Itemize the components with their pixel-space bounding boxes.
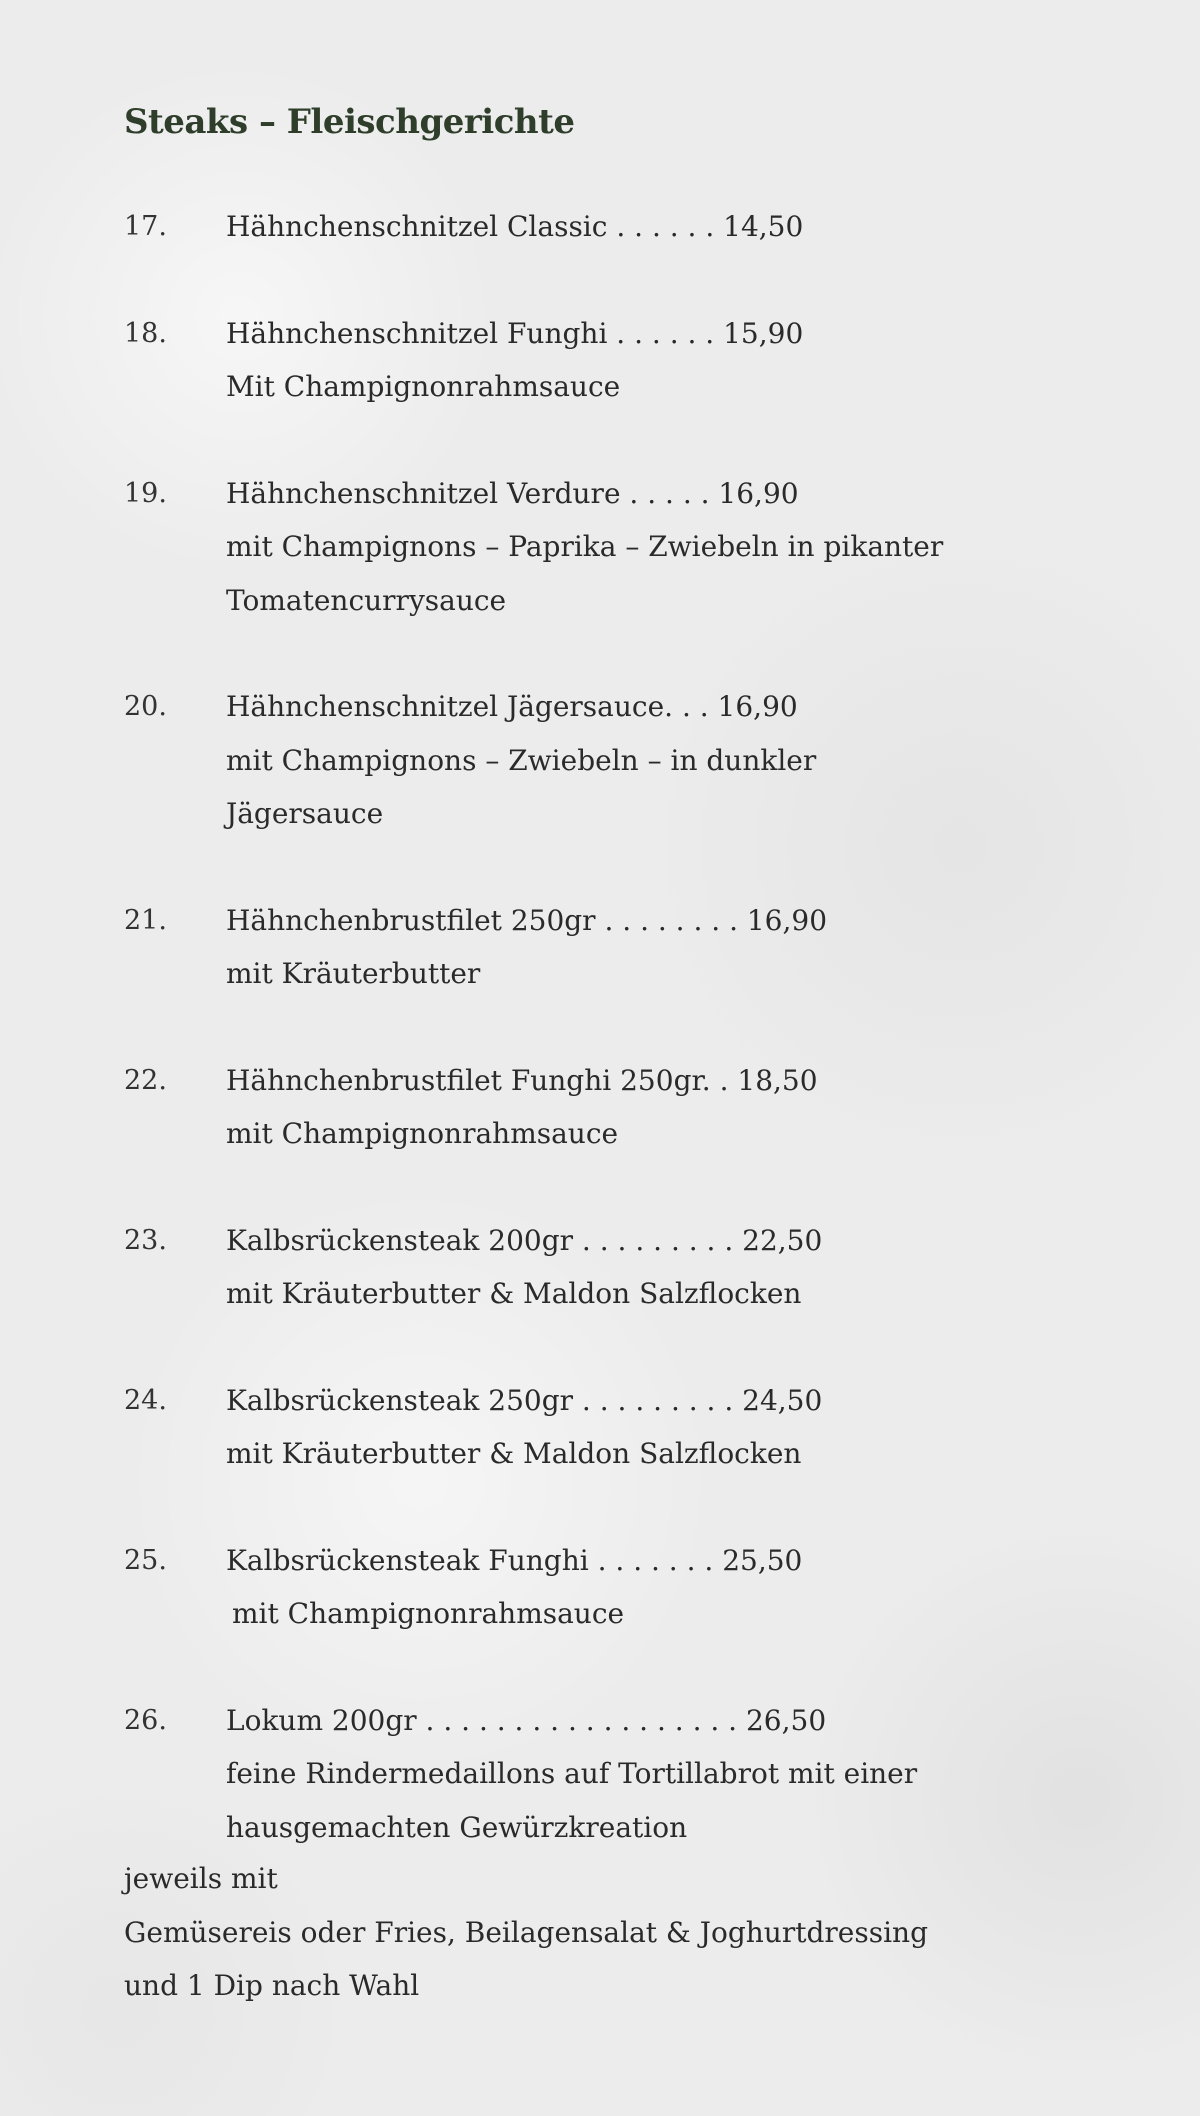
footer-line-2: Gemüsereis oder Fries, Beilagensalat & Joghurtdressing bbox=[124, 1915, 928, 1949]
item-name-price: Kalbsrückensteak 200gr . . . . . . . . . 22,50 bbox=[226, 1223, 823, 1257]
item-body bbox=[226, 1694, 1124, 1855]
item-number: 21. bbox=[124, 904, 167, 936]
item-number: 26. bbox=[124, 1704, 167, 1736]
menu-item-17 bbox=[124, 200, 1124, 254]
footer-line-1: jeweils mit bbox=[124, 1862, 278, 1895]
menu-item-25 bbox=[124, 1534, 1124, 1641]
item-description: feine Rindermedaillons auf Tortillabrot mit einer hausgemachten Gewürzkreation bbox=[226, 1757, 918, 1844]
item-name-price: Hähnchenschnitzel Classic . . . . . . 14,50 bbox=[226, 210, 804, 243]
section-title: Steaks – Fleischgerichte bbox=[124, 102, 575, 142]
menu-item-18 bbox=[124, 307, 1124, 414]
item-description: mit Champignons – Paprika – Zwiebeln in pikanter Tomatencurrysauce bbox=[226, 530, 944, 617]
menu-item-19 bbox=[124, 467, 1124, 628]
menu-item-20 bbox=[124, 680, 1124, 841]
footer-note bbox=[124, 1852, 1124, 2013]
menu-list bbox=[124, 200, 1124, 1854]
item-description: mit Champignons – Zwiebeln – in dunkler Jägersauce bbox=[226, 743, 817, 830]
item-name-price: Hähnchenschnitzel Funghi . . . . . . 15,90 bbox=[226, 316, 804, 350]
item-description: Mit Champignonrahmsauce bbox=[226, 370, 621, 403]
item-body bbox=[226, 680, 1124, 841]
item-body bbox=[226, 1374, 1124, 1481]
item-number: 18. bbox=[124, 317, 167, 349]
item-number: 24. bbox=[124, 1384, 167, 1416]
item-body bbox=[226, 1054, 1124, 1161]
item-number: 20. bbox=[124, 691, 167, 722]
item-name-price: Hähnchenbrustfilet 250gr . . . . . . . . 16,90 bbox=[226, 903, 828, 937]
item-name-price: Hähnchenbrustfilet Funghi 250gr. . 18,50 bbox=[226, 1063, 818, 1097]
item-number: 25. bbox=[124, 1544, 167, 1576]
menu-item-24 bbox=[124, 1374, 1124, 1481]
item-description: mit Kräuterbutter & Maldon Salzflocken bbox=[226, 1437, 802, 1470]
menu-page bbox=[124, 96, 1124, 2013]
footer-line-3: und 1 Dip nach Wahl bbox=[124, 1969, 420, 2002]
menu-item-21 bbox=[124, 894, 1124, 1001]
item-number: 23. bbox=[124, 1224, 167, 1256]
item-body bbox=[226, 1534, 1124, 1641]
item-description: mit Kräuterbutter & Maldon Salzflocken bbox=[226, 1277, 802, 1310]
menu-item-23 bbox=[124, 1214, 1124, 1321]
item-body bbox=[226, 467, 1124, 628]
item-body bbox=[226, 894, 1124, 1001]
item-name-price: Lokum 200gr . . . . . . . . . . . . . . . . . . 26,50 bbox=[226, 1703, 827, 1737]
item-name-price: Hähnchenschnitzel Jägersauce. . . 16,90 bbox=[226, 690, 798, 723]
item-body bbox=[226, 1214, 1124, 1321]
menu-item-22 bbox=[124, 1054, 1124, 1161]
item-name-price: Kalbsrückensteak Funghi . . . . . . . 25,50 bbox=[226, 1543, 803, 1577]
item-number: 19. bbox=[124, 477, 167, 509]
item-number: 17. bbox=[124, 211, 167, 242]
menu-item-26 bbox=[124, 1694, 1124, 1855]
item-description: mit Kräuterbutter bbox=[226, 957, 481, 990]
item-name-price: Hähnchenschnitzel Verdure . . . . . 16,90 bbox=[226, 476, 799, 510]
item-body bbox=[226, 200, 1124, 254]
item-name-price: Kalbsrückensteak 250gr . . . . . . . . . 24,50 bbox=[226, 1383, 823, 1417]
item-description: mit Champignonrahmsauce bbox=[232, 1597, 625, 1630]
item-number: 22. bbox=[124, 1064, 167, 1096]
item-description: mit Champignonrahmsauce bbox=[226, 1117, 619, 1150]
item-body bbox=[226, 307, 1124, 414]
